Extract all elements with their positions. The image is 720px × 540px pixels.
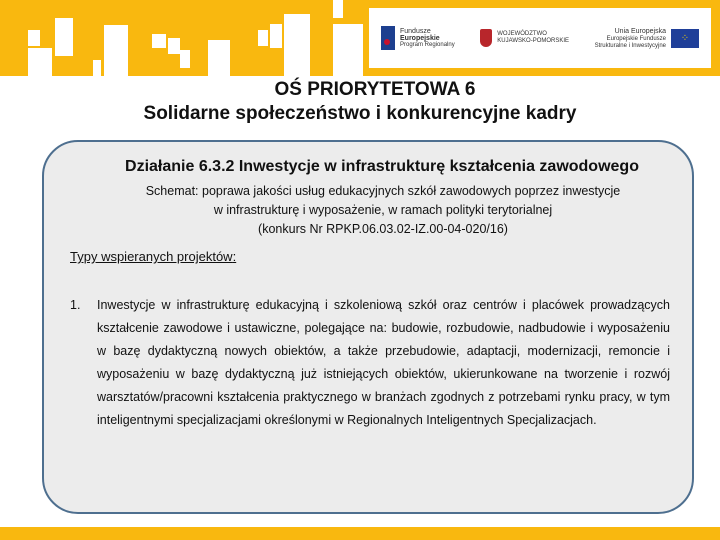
logos-bar (369, 8, 711, 68)
logo-text: Europejskie Fundusze (606, 35, 666, 42)
decor-block (270, 24, 282, 48)
decor-block (296, 52, 310, 76)
action-heading: Działanie 6.3.2 Inwestycje w infrastrukturę kształcenia zawodowego (125, 158, 639, 175)
decor-block (104, 25, 128, 76)
logo-text: Fundusze (400, 27, 431, 35)
decor-block (258, 30, 268, 46)
decor-block (168, 38, 180, 54)
eu-flag-icon: ⁘ (671, 29, 699, 48)
decor-block (208, 40, 230, 76)
decor-block (28, 30, 40, 46)
scheme-line: (konkurs Nr RPKP.06.03.02-IZ.00-04-020/16) (258, 222, 508, 236)
list-item-text: Inwestycje w infrastrukturę edukacyjną i szkoleniową szkół oraz centrów i placówek prowadzących kształcenie zawodowe i ustawiczne, polegające na: budowie, rozbudowie, nadbudowie i wyposażeniu w bazę dydaktyczną nowych obiektów, a także przebudowie, adaptacji, modernizacji, remoncie i wyposażeniu w bazę dydaktyczną już istniejących obiektów, ukierunkowane na tworzenie i rozwój warsztatów/pracowni kształcenia praktycznego w branżach zgodnych z potrzebami rynku pracy, w tym inteligentnymi specjalizacjami określonymi w Regionalnych Inteligentnych Specjalizacjach. (97, 298, 670, 427)
fundusze-logo (381, 26, 455, 50)
list-item (70, 294, 670, 432)
scheme-line: Schemat: poprawa jakości usług edukacyjnych szkół zawodowych poprzez inwestycje (145, 184, 621, 198)
logo-text: KUJAWSKO-POMORSKIE (497, 38, 570, 44)
decor-block (333, 0, 343, 18)
scheme-description (44, 182, 692, 239)
decor-block (28, 48, 52, 76)
crest-icon (480, 29, 492, 47)
logo-text: WOJEWÓDZTWO (497, 31, 547, 37)
scheme-line: w infrastrukturę i wyposażenie, w ramach polityki terytorialnej (213, 203, 553, 217)
slide-title (0, 78, 720, 126)
eu-logo (595, 27, 699, 50)
title-line-1: OŚ PRIORYTETOWA 6 (274, 79, 476, 100)
logo-text: Program Regionalny (400, 41, 455, 48)
decor-block (55, 18, 73, 56)
types-label-colon: : (232, 249, 237, 264)
decor-block (93, 60, 101, 76)
decor-block (152, 34, 166, 48)
logo-text: Unia Europejska (614, 27, 666, 35)
wojewodztwo-logo (480, 29, 569, 47)
types-label-text: Typy wspieranych projektów (70, 249, 233, 264)
fundusze-emblem-icon (381, 26, 395, 50)
logo-text: Strukturalne i Inwestycyjne (594, 42, 666, 49)
list-item-number: 1. (70, 298, 81, 312)
content-box (42, 140, 694, 514)
project-types-label (70, 249, 236, 264)
decor-block (333, 24, 363, 76)
logo-text: Europejskie (400, 34, 440, 42)
footer-bar (0, 527, 720, 540)
header-banner (0, 0, 720, 76)
title-line-2: Solidarne społeczeństwo i konkurencyjne kadry (143, 103, 577, 124)
decor-block (180, 50, 190, 68)
